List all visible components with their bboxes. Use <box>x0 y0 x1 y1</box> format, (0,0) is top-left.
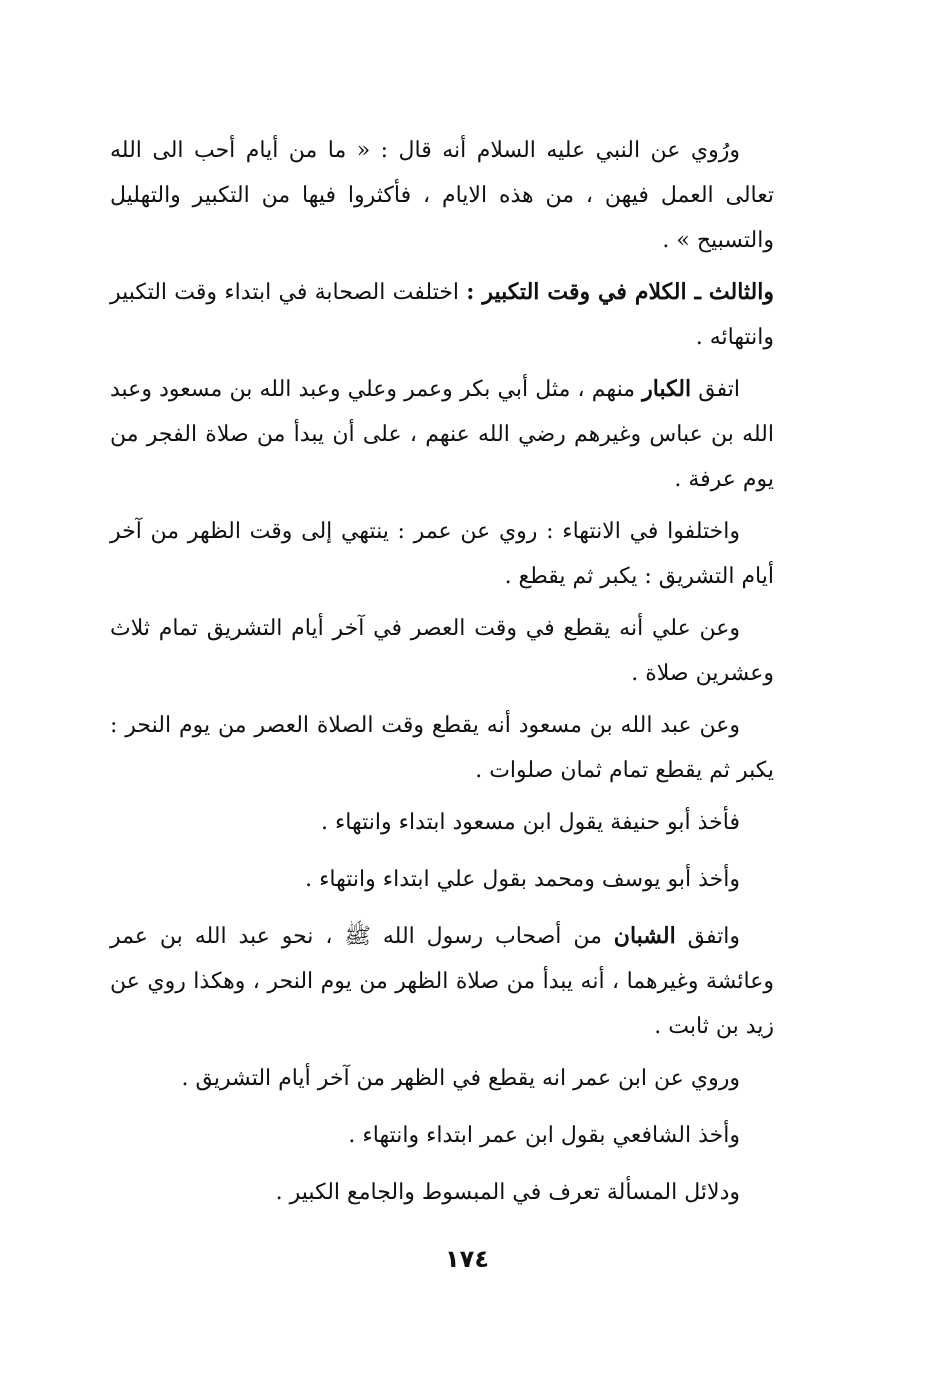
emphasis-term: الشبان <box>613 923 676 949</box>
paragraph-third-section <box>110 270 774 360</box>
paragraph-text: منهم ، مثل أبي بكر وعمر وعلي وعبد الله بن مسعود وعبد الله بن عباس وغيرهم رضي الله عنهم ، على أن يبدأ من صلاة الفجر من يوم عرفة . <box>110 377 774 492</box>
page-body <box>110 128 774 1227</box>
paragraph-lead: اتفق <box>691 377 740 402</box>
paragraph-text: ورُوي عن النبي عليه السلام أنه قال : « ما من أيام أحب الى الله تعالى العمل فيهن ، من هذه الايام ، فأكثروا فيها من التكبير والتهليل والتسبيح » . <box>110 138 774 253</box>
paragraph-elders <box>110 367 774 502</box>
paragraph-text: واختلفوا في الانتهاء : روي عن عمر : ينتهي إلى وقت الظهر من آخر أيام التشريق : يكبر ثم يقطع . <box>110 519 774 589</box>
paragraph-ali <box>110 606 774 696</box>
paragraph-shafii <box>110 1113 774 1158</box>
paragraph-text: ودلائل المسألة تعرف في المبسوط والجامع الكبير . <box>275 1180 740 1205</box>
emphasis-term: الكبار <box>642 376 692 402</box>
paragraph-ibn-masud <box>110 703 774 793</box>
paragraph-text: وأخذ الشافعي بقول ابن عمر ابتداء وانتهاء . <box>348 1123 740 1148</box>
paragraph-text: وأخذ أبو يوسف ومحمد بقول علي ابتداء وانتهاء . <box>305 867 740 892</box>
paragraph-evidence <box>110 1170 774 1215</box>
paragraph-text: وعن عبد الله بن مسعود أنه يقطع وقت الصلاة العصر من يوم النحر : يكبر ثم يقطع تمام ثمان صلوات . <box>110 713 774 783</box>
paragraph-text: وعن علي أنه يقطع في وقت العصر في آخر أيام التشريق تمام ثلاث وعشرين صلاة . <box>110 616 774 686</box>
paragraph-text: فأخذ أبو حنيفة يقول ابن مسعود ابتداء وانتهاء . <box>320 810 740 835</box>
paragraph-text: اختلفت الصحابة في ابتداء وقت التكبير وانتهائه . <box>110 280 774 350</box>
paragraph-text: من أصحاب رسول الله ﷺ ، نحو عبد الله بن عمر وعائشة وغيرهما ، أنه يبدأ من صلاة الظهر من يوم النحر ، وهكذا روي عن زيد بن ثابت . <box>110 924 774 1039</box>
paragraph-hadith <box>110 128 774 263</box>
page-number: ١٧٤ <box>445 1245 489 1273</box>
paragraph-youth <box>110 914 774 1049</box>
paragraph-lead: واتفق <box>675 924 740 949</box>
paragraph-text: وروي عن ابن عمر انه يقطع في الظهر من آخر أيام التشريق . <box>181 1066 740 1091</box>
paragraph-end-disagreement <box>110 509 774 599</box>
paragraph-abu-yusuf <box>110 857 774 902</box>
paragraph-ibn-umar <box>110 1056 774 1101</box>
section-heading: والثالث ـ الكلام في وقت التكبير : <box>466 279 774 305</box>
paragraph-abu-hanifa <box>110 800 774 845</box>
